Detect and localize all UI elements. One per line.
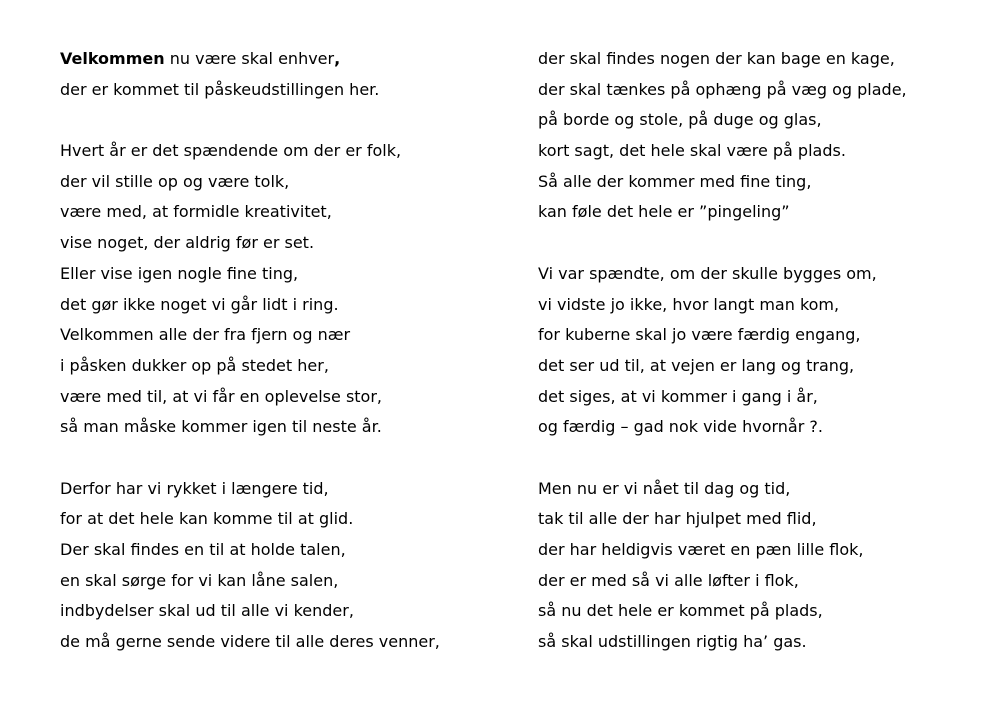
stanza-gap bbox=[60, 443, 500, 474]
poem-line: en skal sørge for vi kan låne salen, bbox=[60, 570, 339, 590]
poem-line bbox=[60, 44, 500, 75]
poem-line: indbydelser skal ud til alle vi kender, bbox=[60, 601, 354, 621]
stanza-gap bbox=[60, 105, 500, 136]
poem-line: for kuberne skal jo være færdig engang, bbox=[538, 325, 861, 345]
poem-line: der er med så vi alle løfter i flok, bbox=[538, 570, 799, 590]
poem-line: tak til alle der har hjulpet med flid, bbox=[538, 509, 817, 529]
left-column bbox=[60, 44, 500, 658]
poem-line: Vi var spændte, om der skulle bygges om, bbox=[538, 263, 877, 283]
poem-line: der vil stille op og være tolk, bbox=[60, 171, 290, 191]
stanza-gap bbox=[538, 228, 978, 259]
poem-line: så skal udstillingen rigtig ha’ gas. bbox=[538, 632, 807, 652]
poem-line: Hvert år er det spændende om der er folk, bbox=[60, 141, 402, 161]
poem-line: Derfor har vi rykket i længere tid, bbox=[60, 478, 329, 498]
poem-line: kort sagt, det hele skal være på plads. bbox=[538, 141, 846, 161]
poem-line: og færdig – gad nok vide hvornår ?. bbox=[538, 417, 823, 437]
poem-line: vi vidste jo ikke, hvor langt man kom, bbox=[538, 294, 840, 314]
stanza-gap bbox=[538, 443, 978, 474]
poem-line: Der skal findes en til at holde talen, bbox=[60, 540, 346, 559]
poem-line-comma: , bbox=[334, 49, 341, 68]
poem-line: det gør ikke noget vi går lidt i ring. bbox=[60, 294, 339, 314]
poem-line: der skal tænkes på ophæng på væg og plade, bbox=[538, 79, 907, 99]
poem-line: være med til, at vi får en oplevelse stor, bbox=[60, 386, 382, 406]
welcome-word: Velkommen bbox=[60, 49, 165, 68]
poem-line: Men nu er vi nået til dag og tid, bbox=[538, 478, 791, 498]
poem-line: for at det hele kan komme til at glid. bbox=[60, 509, 354, 529]
poem-line: Eller vise igen nogle fine ting, bbox=[60, 263, 299, 283]
poem-line: på borde og stole, på duge og glas, bbox=[538, 110, 822, 130]
poem-line: der har heldigvis været en pæn lille flok, bbox=[538, 540, 864, 559]
poem-line: der er kommet til påskeudstillingen her. bbox=[60, 79, 380, 99]
poem-line: så nu det hele er kommet på plads, bbox=[538, 601, 823, 621]
poem-line: vise noget, der aldrig før er set. bbox=[60, 233, 315, 253]
poem-line: så man måske kommer igen til neste år. bbox=[60, 417, 382, 437]
right-column bbox=[538, 44, 978, 658]
poem-line: de må gerne sende videre til alle deres venner, bbox=[60, 632, 440, 652]
poem-line: være med, at formidle kreativitet, bbox=[60, 202, 332, 222]
poem-line: kan føle det hele er ”pingeling” bbox=[538, 202, 790, 222]
poem-line: der skal findes nogen der kan bage en kage, bbox=[538, 49, 895, 68]
poem-line: det ser ud til, at vejen er lang og trang, bbox=[538, 355, 855, 375]
poem-line: det siges, at vi kommer i gang i år, bbox=[538, 386, 818, 406]
poem-line: Velkommen alle der fra fjern og nær bbox=[60, 325, 351, 345]
poem-line-text: nu være skal enhver bbox=[164, 49, 335, 68]
poem-line: Så alle der kommer med fine ting, bbox=[538, 171, 812, 191]
poem-line: i påsken dukker op på stedet her, bbox=[60, 355, 329, 375]
